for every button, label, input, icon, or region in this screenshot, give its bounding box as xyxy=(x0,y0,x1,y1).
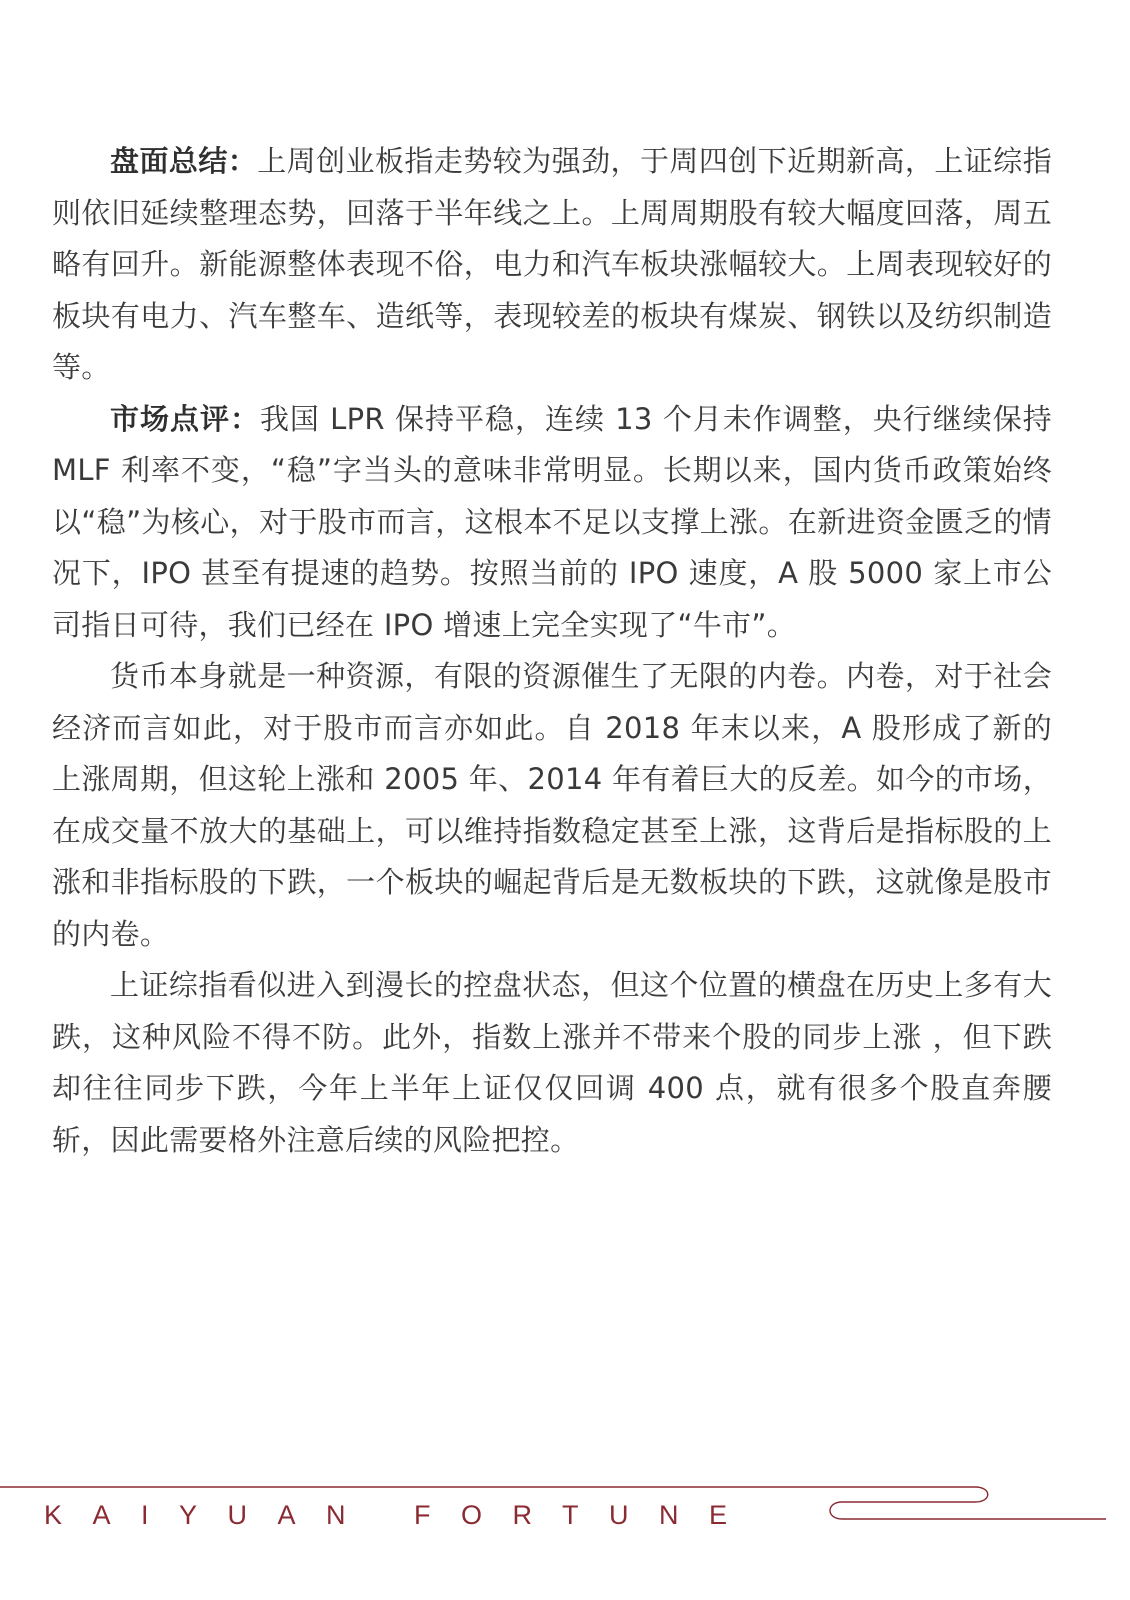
paragraph-summary xyxy=(52,136,1052,394)
paragraph-text: 我国 LPR 保持平稳，连续 13 个月未作调整，央行继续保持 MLF 利率不变，“稳”字当头的意味非常明显。长期以来，国内货币政策始终以“稳”为核心，对于股市而言，这根本不足以支撑上涨。在新进资金匮乏的情况下，IPO 甚至有提速的趋势。按照当前的 IPO 速度，A 股 5000 家上市公司指日可待，我们已经在 IPO 增速上完全实现了“牛市”。 xyxy=(52,401,1052,642)
paragraph-text: 货币本身就是一种资源，有限的资源催生了无限的内卷。内卷，对于社会经济而言如此，对于股市而言亦如此。自 2018 年末以来，A 股形成了新的上涨周期，但这轮上涨和 2005 年、2014 年有着巨大的反差。如今的市场，在成交量不放大的基础上，可以维持指数稳定甚至上涨，这背后是指标股的上涨和非指标股的下跌，一个板块的崛起背后是无数板块的下跌，这就像是股市的内卷。 xyxy=(52,659,1052,951)
article-body xyxy=(52,136,1052,1166)
page-footer xyxy=(0,1486,1130,1546)
brand-wordmark: KAIYUAN FORTUNE xyxy=(44,1500,758,1530)
paragraph-risk xyxy=(52,960,1052,1166)
paragraph-text: 上证综指看似进入到漫长的控盘状态，但这个位置的横盘在历史上多有大跌，这种风险不得不防。此外，指数上涨并不带来个股的同步上涨 ，但下跌却往往同步下跌，今年上半年上证仅仅回调 400 点，就有很多个股直奔腰斩，因此需要格外注意后续的风险把控。 xyxy=(52,968,1052,1157)
paragraph-involution xyxy=(52,651,1052,960)
paragraph-text: 上周创业板指走势较为强劲，于周四创下近期新高，上证综指则依旧延续整理态势，回落于半年线之上。上周周期股有较大幅度回落，周五略有回升。新能源整体表现不俗，电力和汽车板块涨幅较大。上周表现较好的板块有电力、汽车整车、造纸等，表现较差的板块有煤炭、钢铁以及纺织制造等。 xyxy=(52,144,1052,384)
paragraph-lead: 盘面总结： xyxy=(110,144,258,178)
paragraph-lead: 市场点评： xyxy=(110,401,260,436)
paragraph-commentary xyxy=(52,394,1052,652)
